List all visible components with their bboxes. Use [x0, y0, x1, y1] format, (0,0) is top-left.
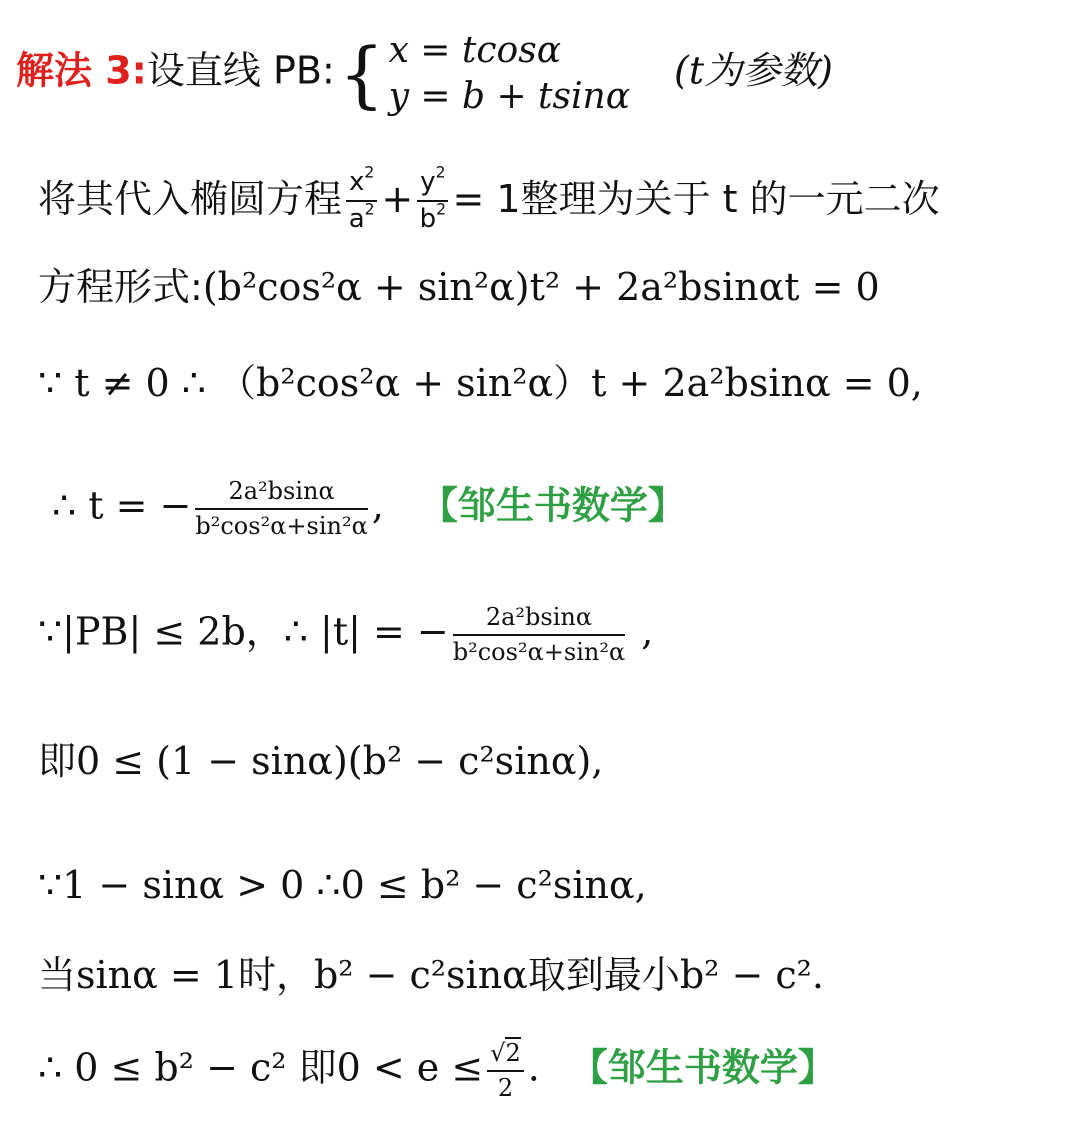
fraction-sqrt2-over-2: $\frac{√2}{2}$: [487, 1040, 524, 1102]
fraction-t: $\frac{\text{2a²bsinα}}{\text{b²cos²α+sin²α}}$: [195, 477, 368, 540]
step-sign: [38, 863, 647, 907]
step-t-solution: [52, 478, 686, 540]
step-pb-bound: [38, 604, 653, 666]
method-label: 解法 3:: [16, 48, 147, 93]
plus-sign: +: [381, 176, 414, 221]
step-t-nonzero: [38, 361, 923, 405]
step8-text: 当sinα = 1时，b² − c²sinα取到最小b² − c².: [38, 953, 824, 997]
step4-suffix: ,: [371, 483, 384, 528]
step6-text: 即0 ≤ (1 − sinα)(b² − c²sinα),: [38, 739, 604, 783]
setup-text: 设直线 PB:: [146, 48, 335, 93]
step9-prefix: ∴ 0 ≤ b² − c² 即0 < e ≤: [38, 1045, 484, 1090]
step-quadratic-form: [38, 265, 880, 309]
step-inequality: [38, 739, 604, 783]
step5-prefix: ∵|PB| ≤ 2b，∴ |t| = −: [38, 609, 449, 654]
brand-watermark: 【邹生书数学】: [419, 483, 686, 528]
step-conclusion: [38, 1040, 836, 1102]
step-minimum: [38, 953, 824, 997]
left-brace: {: [338, 32, 385, 117]
brand-watermark: 【邹生书数学】: [569, 1045, 836, 1090]
equation-x: x = tcosα: [388, 30, 562, 71]
step7-text: ∵1 − sinα > 0 ∴0 ≤ b² − c²sinα,: [38, 863, 647, 907]
step2-prefix: 方程形式:: [38, 265, 203, 309]
step4-prefix: ∴ t = −: [52, 483, 192, 528]
fraction-x2-a2: $\frac{x^2}{a^2}$: [346, 168, 377, 235]
method-header: [16, 28, 833, 120]
step1-suffix: = 1整理为关于 t 的一元二次: [452, 176, 940, 221]
step-substitute: [38, 163, 940, 235]
fraction-y2-b2: $\frac{y^2}{b^2}$: [417, 168, 448, 235]
step5-suffix: ,: [629, 609, 654, 654]
step9-suffix: .: [527, 1045, 540, 1090]
fraction-abs-t: $\frac{\text{2a²bsinα}}{\text{b²cos²α+sin²α}}$: [452, 603, 626, 666]
step1-prefix: 将其代入椭圆方程: [38, 176, 343, 221]
param-note: (t为参数): [674, 48, 833, 93]
step3-text: ∵ t ≠ 0 ∴ （b²cos²α + sin²α）t + 2a²bsinα = 0,: [38, 361, 923, 405]
parametric-system: [389, 28, 630, 120]
equation-y: y = b + tsinα: [388, 76, 630, 118]
step2-equation: (b²cos²α + sin²α)t² + 2a²bsinαt = 0: [202, 265, 880, 309]
